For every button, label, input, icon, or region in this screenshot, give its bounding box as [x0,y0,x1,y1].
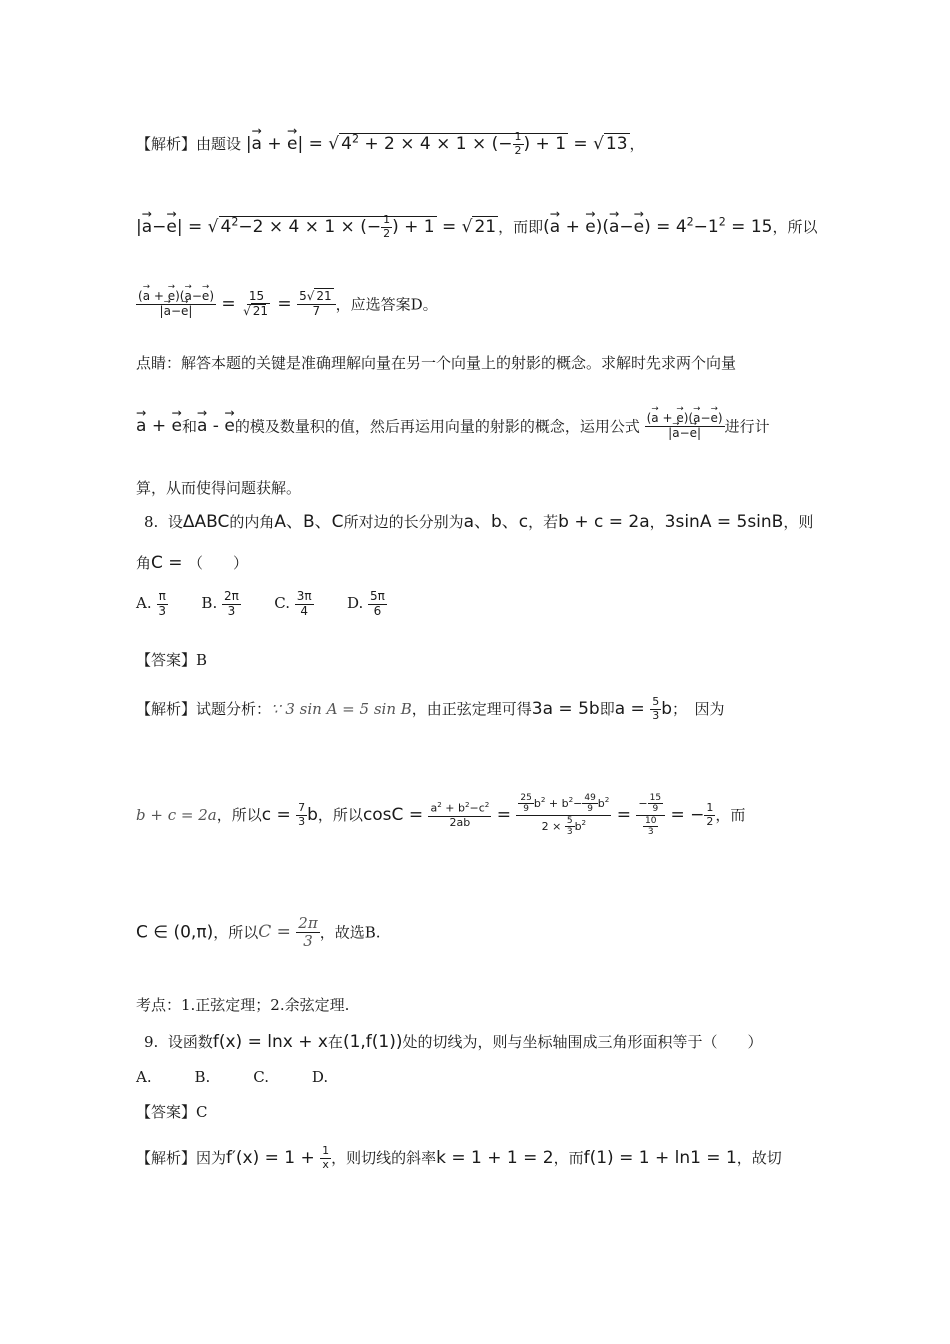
formula-norm-diff: |→ a−→ e| = √ $4^2-2 \times 4 \times 1$ × (− $\frac{1}{2}$ ) + 1 = √ 21 [136,217,498,237]
option-b[interactable]: B. [194,1068,211,1086]
analysis-8-line-2: b + c = 2a，所以c = $\frac{7}{3}$ b，所以cosC = $\frac{a^2 + b^2-c^2}{2ab}$ = $\frac{25}{9}$ $b^2 + b^2-$ $\frac{49}{9}$ $b^2$ 2 × $\frac{5}{3}$ $b^2$ = − $\frac{15}{9}$ $\frac{10}{3}$ = − $\frac{1}{2}$ ，而 [136,793,746,838]
question-number: 8. [144,513,159,531]
question-8-line-1: 8. 设ΔABC的内角A、B、C所对边的长分别为a、b、c，若b + c = 2a，3sinA = 5sinB，则 [144,512,814,532]
note-line-3: 算，从而使得问题获解。 [136,479,302,497]
formula-norm-sum: |→ a + → e| = √ $4^2 + 2 \times 4 \times 1$ × (− $\frac{1}{2}$ ) + 1 = √ 13 [246,134,630,154]
question-8-line-2: 角C = （ ） [136,553,248,573]
analysis-line-3: $\frac{(\to a + \to e)(\to a-\to e)}{|\to a-\to e|}$ = $\frac{15}{√ 21}$ = $\frac{5√ 21}{7}$ ，应选答案D。 [136,290,438,319]
formula-projection-general: $\frac{(\to a + \to e)(\to a-\to e)}{|\to a-\to e|}$ [645,416,725,436]
answer-value: B [196,651,208,669]
note-line-1: 点睛：解答本题的关键是准确理解向量在另一个向量上的射影的概念。求解时先求两个向量 [136,354,737,372]
answer-tag: 【答案】 [136,651,197,669]
answer-8 [136,651,207,669]
answer-9: 【答案】C [136,1103,208,1121]
formula-cosine: cosC = $\frac{a^2 + b^2-c^2}{2ab}$ = $\frac{25}{9}$ $b^2 + b^2-$ $\frac{49}{9}$ $b^2$ 2 × $\frac{5}{3}$ $b^2$ = − $\frac{15}{9}$ $\frac{10}{3}$ = − $\frac{1}{2}$ [362,793,714,838]
option-d[interactable]: D. [311,1068,329,1086]
knowledge-points: 考点：1.正弦定理；2.余弦定理. [136,996,350,1014]
formula-projection: $\frac{(\to a + \to e)(\to a-\to e)}{|\to a-\to e|}$ = $\frac{15}{√ 21}$ = $\frac{5√ 21}{7}$ [136,294,336,314]
formula-dot-product: (→ a + → $e)(\to a-\to e) = 4^2-1^2 = 15$ [543,217,772,237]
analysis-line-2: |→ a−→ e| = √ $4^2-2 \times 4 \times 1$ × (− $\frac{1}{2}$ ) + 1 = √ 21 ，而即(→ a + → $e)(\to a-\to e) = 4^2-1^2 = 15$，所以 [136,214,817,240]
analysis-tag: 【解析】 [136,135,197,154]
analysis-line-1: 【解析】由题设 |→ a + → e| = √ $4^2 + 2 \times 4 \times 1$ × (− $\frac{1}{2}$ ) + 1 = √ 13 ， [136,131,645,157]
question-8-options [136,590,387,619]
question-9-options [136,1068,328,1086]
option-a[interactable]: A. [136,1068,152,1086]
option-d[interactable]: D. $\frac{5\pi}{6}$ [347,589,385,618]
option-c[interactable]: C. [253,1068,269,1086]
note-line-2: → a + → e和→ a - → e的模及数量积的值，然后再运用向量的射影的概念，运用公式 $\frac{(\to a + \to e)(\to a-\to e)}{|\to a-\to e|}$ 进行计 [136,412,770,441]
analysis-8-line-1: 【解析】试题分析：∵ 3 sin A = 5 sin B，由正弦定理可得3a = 5b即a = $\frac{5}{3}$ b； 因为 [136,695,725,722]
option-b[interactable]: B. $\frac{2\pi}{3}$ [201,589,239,618]
option-a[interactable]: A. $\frac{\pi}{3}$ [136,589,167,618]
analysis-8-line-3: C ∈ (0,π)，所以C = $\frac{2\pi}{3}$ ，故选B. [136,914,381,951]
question-9-line-1: 9. 设函数f(x) = lnx + x在(1,f(1))处的切线为，则与坐标轴围成三角形面积等于（ ） [144,1032,763,1052]
analysis-9-line-1: 【解析】因为f′(x) = 1 + $\frac{1}{x}$ ，则切线的斜率k = 1 + 1 = 2，而f(1) = 1 + ln1 = 1，故切 [136,1144,782,1171]
option-c[interactable]: C. $\frac{3\pi}{4}$ [274,589,312,618]
